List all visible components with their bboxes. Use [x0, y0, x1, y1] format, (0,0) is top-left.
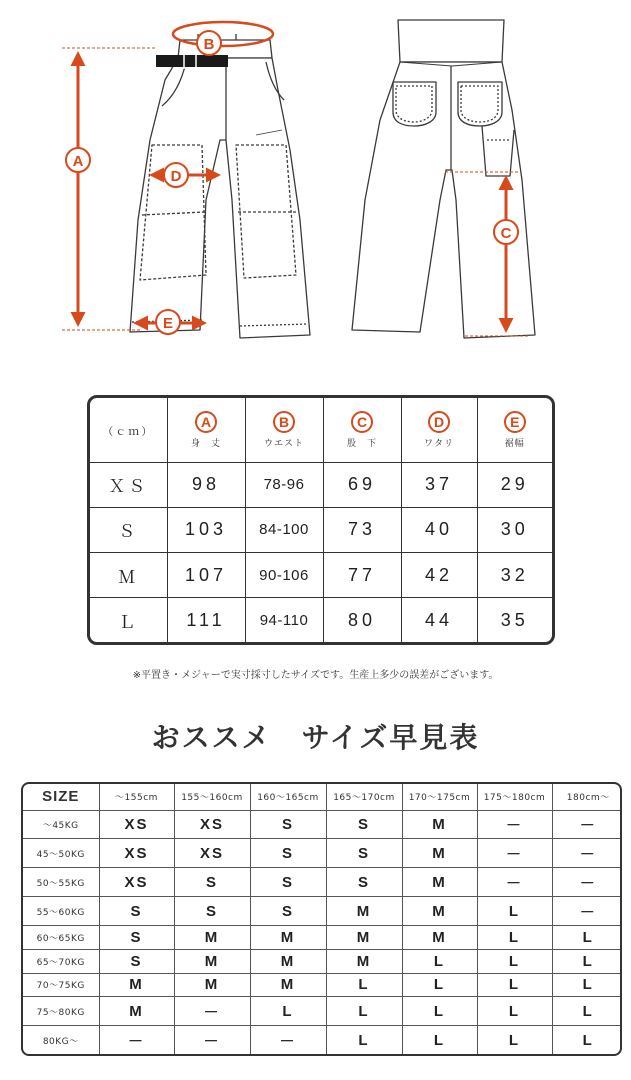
- header-c: [323, 398, 401, 462]
- recommend-title: おススメ サイズ早見表: [151, 721, 480, 754]
- recommended-size: S: [174, 868, 250, 897]
- recommended-size: L: [552, 997, 622, 1026]
- recommended-size: L: [477, 1026, 552, 1054]
- recommended-size: M: [326, 926, 402, 950]
- size-label: Ｓ: [90, 507, 167, 552]
- waist-value: 84-100: [245, 507, 323, 552]
- svg-text:C: C: [500, 225, 512, 242]
- pants-measurement-diagram: [0, 0, 631, 360]
- back-view-pants: [352, 20, 535, 338]
- recommended-size: L: [402, 949, 477, 973]
- recommended-size: －: [477, 839, 552, 868]
- recommended-size: M: [250, 973, 326, 997]
- header-e: [477, 398, 552, 462]
- recommended-size: －: [250, 1026, 326, 1054]
- header-e-label: 裾幅: [504, 438, 525, 449]
- unit-label: （ｃｍ）: [102, 425, 155, 439]
- recommended-size: －: [174, 1026, 250, 1054]
- weight-label: 75～80KG: [23, 997, 99, 1026]
- letter-b-badge: B: [273, 411, 295, 433]
- recommended-size: L: [402, 973, 477, 997]
- height-heading: 155～160cm: [174, 784, 250, 810]
- recommended-size: －: [477, 868, 552, 897]
- recommended-size: －: [174, 997, 250, 1026]
- recommended-size: L: [326, 1026, 402, 1054]
- recommend-row: [23, 973, 622, 997]
- recommended-size: S: [326, 810, 402, 839]
- size-label: Ｍ: [90, 552, 167, 597]
- recommend-body: [23, 810, 622, 1054]
- weight-label: 80KG～: [23, 1026, 99, 1054]
- recommended-size: －: [552, 897, 622, 926]
- waist-value: 90-106: [245, 552, 323, 597]
- recommended-size: －: [552, 839, 622, 868]
- recommended-size: XS: [99, 810, 174, 839]
- recommended-size: S: [250, 810, 326, 839]
- hem-value: 29: [477, 462, 552, 507]
- recommended-size: L: [477, 973, 552, 997]
- label-c: [494, 220, 518, 244]
- front-view-pants: [130, 34, 310, 338]
- recommended-size: M: [99, 973, 174, 997]
- weight-label: ～45KG: [23, 810, 99, 839]
- height-heading: 170～175cm: [402, 784, 477, 810]
- recommended-size: XS: [99, 839, 174, 868]
- recommended-size: L: [402, 997, 477, 1026]
- size-label: Ｌ: [90, 598, 167, 642]
- recommend-row: [23, 897, 622, 926]
- thigh-value: 44: [401, 598, 477, 642]
- hem-value: 30: [477, 507, 552, 552]
- recommended-size: M: [402, 897, 477, 926]
- height-heading: 175～180cm: [477, 784, 552, 810]
- recommend-row: [23, 839, 622, 868]
- label-d: [164, 163, 188, 187]
- waist-value: 78-96: [245, 462, 323, 507]
- recommended-size: L: [326, 997, 402, 1026]
- size-row-s: [90, 507, 552, 552]
- letter-a-badge: A: [195, 411, 217, 433]
- recommended-size: S: [326, 868, 402, 897]
- recommended-size: M: [174, 926, 250, 950]
- waist-value: 94-110: [245, 598, 323, 642]
- measurement-note: ※平置き・メジャーで実寸採寸したサイズです。生産上多少の誤差がございます。: [132, 670, 499, 681]
- header-a-label: 身 丈: [190, 438, 221, 449]
- label-a: [66, 148, 90, 172]
- thigh-value: 40: [401, 507, 477, 552]
- height-heading: 165～170cm: [326, 784, 402, 810]
- size-table-header: [90, 398, 552, 462]
- recommended-size: L: [552, 949, 622, 973]
- label-e: [156, 310, 180, 334]
- recommended-size: S: [99, 949, 174, 973]
- recommended-size: XS: [99, 868, 174, 897]
- recommend-header: [23, 784, 622, 810]
- recommended-size: －: [552, 810, 622, 839]
- svg-text:A: A: [72, 153, 84, 170]
- recommended-size: S: [99, 897, 174, 926]
- letter-d-badge: D: [428, 411, 450, 433]
- recommended-size: S: [250, 897, 326, 926]
- recommended-size: XS: [174, 839, 250, 868]
- recommended-size: －: [99, 1026, 174, 1054]
- recommended-size: S: [99, 926, 174, 950]
- header-d-label: ワタリ: [424, 438, 454, 449]
- recommended-size: M: [250, 949, 326, 973]
- weight-label: 70～75KG: [23, 973, 99, 997]
- recommend-row: [23, 926, 622, 950]
- weight-label: 50～55KG: [23, 868, 99, 897]
- recommended-size: M: [402, 839, 477, 868]
- recommended-size: L: [477, 897, 552, 926]
- header-b: [245, 398, 323, 462]
- recommended-size: M: [174, 973, 250, 997]
- recommended-size: L: [477, 949, 552, 973]
- size-row-l: [90, 598, 552, 642]
- inseam-value: 77: [323, 552, 401, 597]
- hem-value: 32: [477, 552, 552, 597]
- recommended-size: L: [552, 926, 622, 950]
- recommended-size: M: [250, 926, 326, 950]
- height-heading: 160～165cm: [250, 784, 326, 810]
- weight-label: 55～60KG: [23, 897, 99, 926]
- recommend-row: [23, 810, 622, 839]
- header-c-label: 股 下: [346, 438, 377, 449]
- recommended-size: S: [250, 839, 326, 868]
- unit-header: [90, 398, 167, 462]
- recommended-size: L: [326, 973, 402, 997]
- recommended-size: L: [477, 926, 552, 950]
- length-value: 103: [167, 507, 245, 552]
- letter-e-badge: E: [504, 411, 526, 433]
- size-table: [87, 395, 555, 645]
- size-row-xs: [90, 462, 552, 507]
- header-a: [167, 398, 245, 462]
- weight-label: 60～65KG: [23, 926, 99, 950]
- recommend-row: [23, 997, 622, 1026]
- size-row-m: [90, 552, 552, 597]
- recommend-row: [23, 949, 622, 973]
- thigh-value: 37: [401, 462, 477, 507]
- size-label: ＸＳ: [90, 462, 167, 507]
- recommended-size: M: [402, 868, 477, 897]
- recommend-row: [23, 868, 622, 897]
- recommended-size: S: [174, 897, 250, 926]
- size-heading: SIZE: [23, 784, 99, 810]
- length-value: 107: [167, 552, 245, 597]
- weight-label: 65～70KG: [23, 949, 99, 973]
- recommended-size: M: [402, 810, 477, 839]
- recommended-size: －: [552, 868, 622, 897]
- recommended-size: L: [250, 997, 326, 1026]
- label-b: [197, 31, 221, 55]
- recommended-size: M: [326, 897, 402, 926]
- height-heading: ～155cm: [99, 784, 174, 810]
- recommended-size: －: [477, 810, 552, 839]
- recommend-table: [21, 782, 622, 1056]
- length-value: 98: [167, 462, 245, 507]
- header-b-label: ウエスト: [263, 438, 304, 449]
- recommended-size: S: [250, 868, 326, 897]
- svg-text:B: B: [203, 36, 215, 53]
- recommend-row: [23, 1026, 622, 1054]
- recommended-size: M: [326, 949, 402, 973]
- recommended-size: L: [552, 1026, 622, 1054]
- inseam-value: 73: [323, 507, 401, 552]
- header-d: [401, 398, 477, 462]
- recommended-size: L: [477, 997, 552, 1026]
- weight-label: 45～50KG: [23, 839, 99, 868]
- svg-text:D: D: [170, 168, 182, 185]
- recommended-size: M: [174, 949, 250, 973]
- thigh-value: 42: [401, 552, 477, 597]
- recommended-size: XS: [174, 810, 250, 839]
- recommended-size: L: [552, 973, 622, 997]
- recommended-size: L: [402, 1026, 477, 1054]
- belt: [156, 55, 228, 67]
- recommended-size: M: [402, 926, 477, 950]
- recommended-size: S: [326, 839, 402, 868]
- height-heading: 180cm～: [552, 784, 622, 810]
- svg-text:E: E: [162, 315, 174, 332]
- recommended-size: M: [99, 997, 174, 1026]
- hem-value: 35: [477, 598, 552, 642]
- inseam-value: 69: [323, 462, 401, 507]
- letter-c-badge: C: [351, 411, 373, 433]
- length-value: 111: [167, 598, 245, 642]
- inseam-value: 80: [323, 598, 401, 642]
